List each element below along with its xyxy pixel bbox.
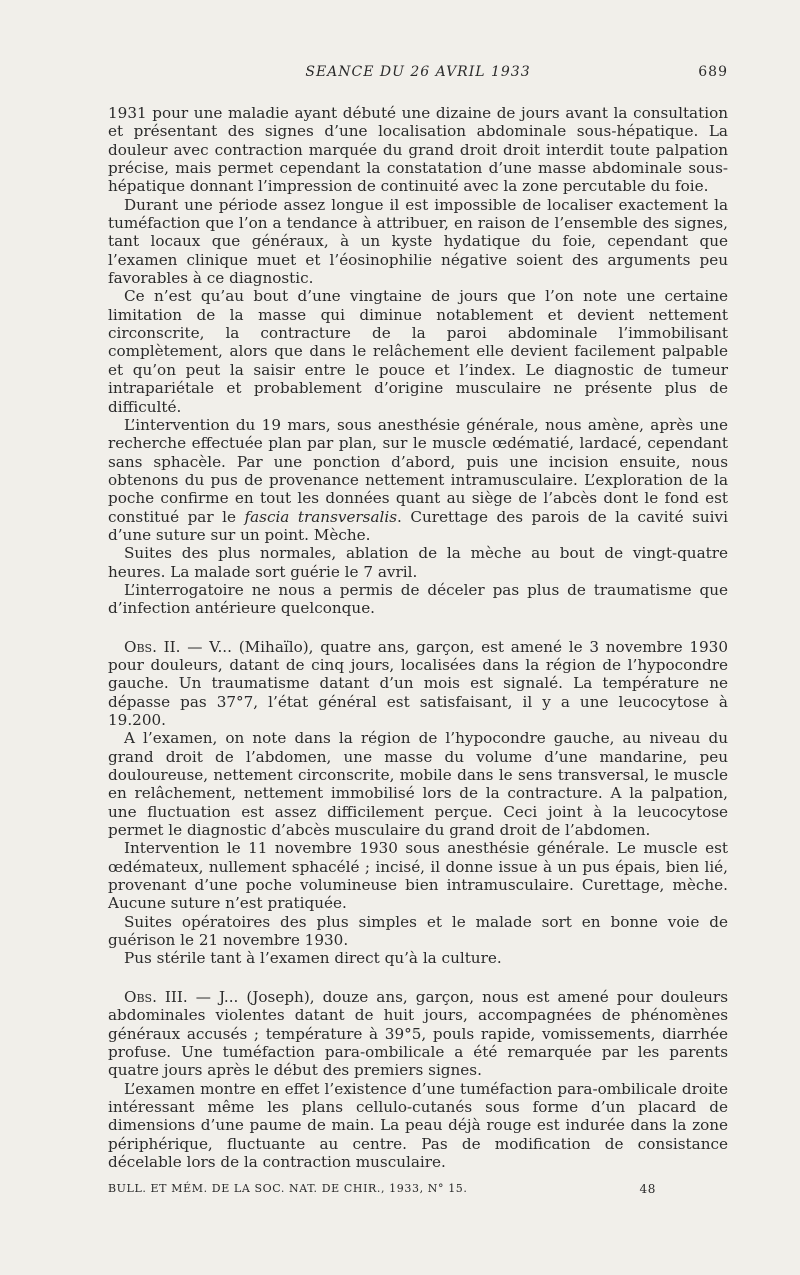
- text-run: . Curettage des parois de la cavité suivi d’une suture sur un point. Mèche.: [108, 507, 728, 544]
- page-number: 689: [698, 64, 728, 80]
- paragraph: [108, 416, 728, 544]
- text-run: — V... (Mihaïlo), quatre ans, garçon, est amené le 3 novembre 1930 pour douleurs, datant de cinq jours, localisées dans la région de l’hypocondre gauche. Un traumatisme datant d’un mois est signalé. La température ne dépasse pas 37°7, l’état général est satisfaisant, il y a une leucocytose à 19.200.: [108, 637, 728, 729]
- section-gap: [108, 968, 728, 988]
- paragraph: L’interrogatoire ne nous a permis de déceler pas plus de traumatisme que d’infection antérieure quelconque.: [108, 580, 728, 618]
- text-run: — J... (Joseph), douze ans, garçon, nous est amené pour douleurs abdominales violentes datant de huit jours, accompagnées de phénomènes généraux accusés ; température à 39°5, pouls rapide, vomissements, diarrhée profuse. Une tuméfaction para-ombilicale a été remarquée par les parents quatre jours après le début des premiers signes.: [108, 987, 728, 1080]
- running-header: [108, 64, 728, 84]
- header-title: SEANCE DU 26 AVRIL 1933: [305, 64, 531, 80]
- paragraph: Intervention le 11 novembre 1930 sous anesthésie générale. Le muscle est œdémateux, nullement sphacélé ; incisé, il donne issue à un pus épais, bien lié, provenant d’une poche volumineuse bien intramusculaire. Curettage, mèche. Aucune suture n’est pratiquée.: [108, 839, 728, 913]
- signature-mark: 48: [639, 1182, 656, 1196]
- paragraph: Ce n’est qu’au bout d’une vingtaine de jours que l’on note une certaine limitation de la masse qui diminue notablement et devient nettement circonscrite, la contracture de la paroi abdominale l’immobilisant complètement, alors que dans le relâchement elle devient facilement palpable et qu’on peut la saisir entre le pouce et l’index. Le diagnostic de tumeur intrapariétale et probablement d’origine musculaire ne présente plus de difficulté.: [108, 287, 728, 416]
- paragraph: Durant une période assez longue il est impossible de localiser exactement la tuméfaction que l’on a tendance à attribuer, en raison de l’ensemble des signes, tant locaux que généraux, à un kyste hydatique du foie, cependant que l’examen clinique muet et l’éosinophilie négative soient des arguments peu favorables à ce diagnostic.: [108, 195, 728, 288]
- observation-label: Obs. II.: [124, 637, 181, 656]
- body-text: [108, 104, 728, 1171]
- observation-3-intro: [108, 988, 728, 1080]
- paragraph: Pus stérile tant à l’examen direct qu’à la culture.: [124, 949, 502, 968]
- observation-label: Obs. III.: [124, 987, 188, 1006]
- paragraph: 1931 pour une maladie ayant débuté une dizaine de jours avant la consultation et présentant des signes d’une localisation abdominale sous-hépatique. La douleur avec contraction marquée du grand droit droit interdit toute palpation précise, mais permet cependant la constatation d’une masse abdominale sous-hépatique donnant l’impression de continuité avec la zone percutable du foie.: [108, 104, 728, 196]
- paragraph: Suites opératoires des plus simples et le malade sort en bonne voie de guérison le 21 novembre 1930.: [108, 912, 728, 950]
- paragraph: L’examen montre en effet l’existence d’une tuméfaction para-ombilicale droite intéressant même les plans cellulo-cutanés sous forme d’un placard de dimensions d’une paume de main. La peau déjà rouge est indurée dans la zone périphérique, fluctuante au centre. Pas de modification de consistance décelable lors de la contraction musculaire.: [108, 1079, 728, 1171]
- italic-term: fascia transversalis: [244, 507, 398, 526]
- journal-citation: BULL. ET MÉM. DE LA SOC. NAT. DE CHIR., 1933, N° 15.: [108, 1182, 468, 1195]
- text-run: L’intervention du 19 mars, sous anesthésie générale, nous amène, après une recherche effectuée plan par plan, sur le muscle œdématié, lardacé, cependant sans sphacèle. Par une ponction d’abord, puis une incision ensuite, nous obtenons du pus de provenance nettement intramusculaire. L’exploration de la poche confirme en tout les données quant au siège de l’abcès dont le fond est constitué par le: [108, 415, 728, 526]
- paragraph: Suites des plus normales, ablation de la mèche au bout de vingt-quatre heures. La malade sort guérie le 7 avril.: [108, 544, 728, 581]
- paragraph: A l’examen, on note dans la région de l’hypocondre gauche, au niveau du grand droit de l’abdomen, une masse du volume d’une mandarine, peu douloureuse, nettement circonscrite, mobile dans le sens transversal, le muscle en relâchement, nettement immobilisé lors de la contracture. A la palpation, une fluctuation est assez difficilement perçue. Ceci joint à la leucocytose permet le diagnostic d’abcès musculaire du grand droit de l’abdomen.: [108, 729, 728, 840]
- section-gap: [108, 618, 728, 638]
- page-footer: [108, 1182, 728, 1195]
- observation-2-intro: [108, 638, 728, 730]
